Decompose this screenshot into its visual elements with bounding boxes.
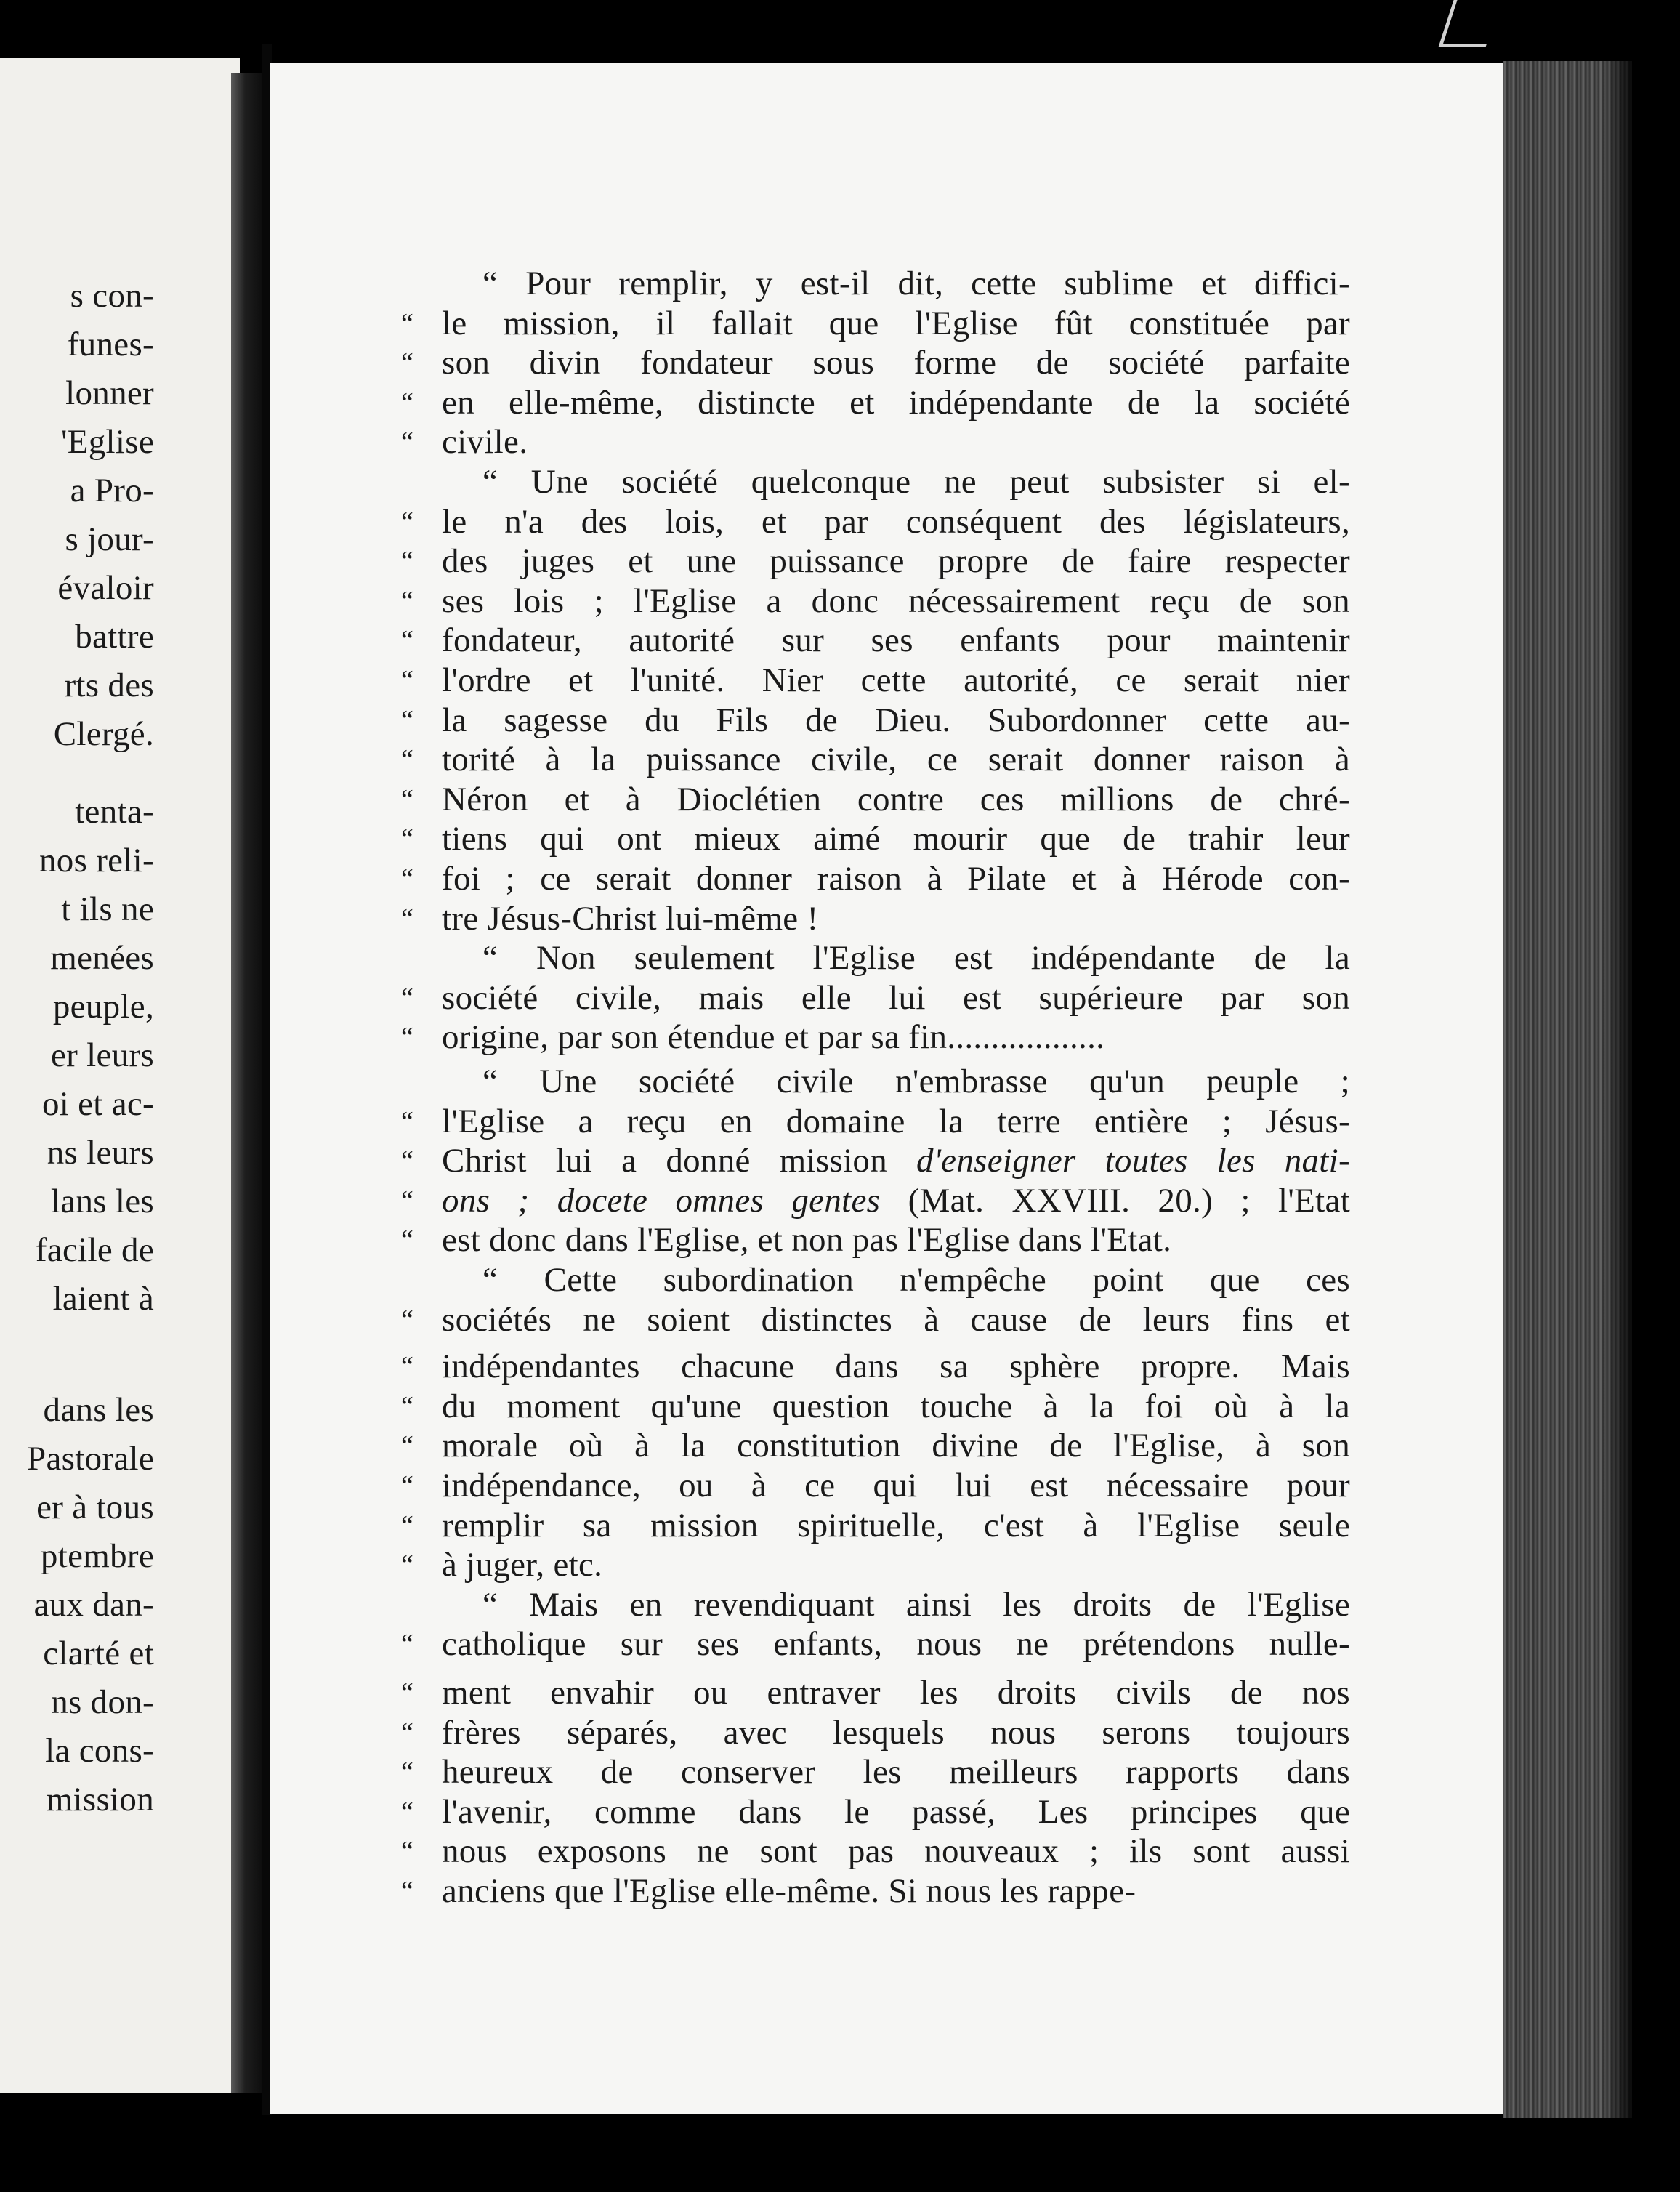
body-line: nous exposons ne sont pas nouveaux ; ils sont aussi bbox=[442, 1832, 1350, 1871]
body-line: ment envahir ou entraver les droits civils de nos bbox=[442, 1674, 1350, 1712]
continuation-quote-mark: “ bbox=[401, 1351, 413, 1382]
body-line: la sagesse du Fils de Dieu. Subordonner cette au- bbox=[442, 701, 1350, 739]
left-line: er à tous bbox=[36, 1488, 154, 1526]
left-line: funes- bbox=[67, 326, 154, 363]
left-line: a Pro- bbox=[70, 472, 154, 509]
continuation-quote-mark: “ bbox=[401, 744, 413, 775]
continuation-quote-mark: “ bbox=[401, 1470, 413, 1501]
italic-phrase: ons ; docete omnes gentes bbox=[442, 1181, 881, 1220]
body-line: l'Eglise a reçu en domaine la terre entière ; Jésus- bbox=[442, 1102, 1350, 1140]
body-line bbox=[442, 1182, 1350, 1220]
body-line: en elle-même, distincte et indépendante de la société bbox=[442, 383, 1350, 422]
body-line: indépendantes chacune dans sa sphère propre. Mais bbox=[442, 1347, 1350, 1386]
body-line bbox=[442, 1142, 1350, 1180]
continuation-quote-mark: “ bbox=[401, 1105, 413, 1137]
left-line: ptembre bbox=[40, 1537, 154, 1575]
left-line: laient à bbox=[52, 1280, 154, 1318]
continuation-quote-mark: “ bbox=[401, 546, 413, 577]
continuation-quote-mark: “ bbox=[401, 1225, 413, 1256]
body-line: tiens qui ont mieux aimé mourir que de trahir leur bbox=[442, 820, 1350, 858]
left-line: battre bbox=[75, 618, 154, 656]
left-line: ns leurs bbox=[47, 1134, 154, 1172]
body-line: morale où à la constitution divine de l'Eglise, à son bbox=[442, 1427, 1350, 1465]
continuation-quote-mark: “ bbox=[401, 1757, 413, 1788]
body-phrase: (Mat. XXVIII. 20.) ; l'Etat bbox=[908, 1181, 1350, 1220]
left-line: rts des bbox=[64, 666, 154, 704]
body-line: des juges et une puissance propre de faire respecter bbox=[442, 542, 1350, 581]
continuation-quote-mark: “ bbox=[401, 665, 413, 696]
body-line: civile. bbox=[442, 423, 528, 462]
body-line: le n'a des lois, et par conséquent des législateurs, bbox=[442, 502, 1350, 541]
left-line: s jour- bbox=[65, 520, 154, 558]
body-line: foi ; ce serait donner raison à Pilate et à Hérode con- bbox=[442, 860, 1350, 898]
body-line: le mission, il fallait que l'Eglise fût constituée par bbox=[442, 304, 1350, 342]
body-line: “ Pour remplir, y est-il dit, cette sublime et diffici- bbox=[482, 265, 1350, 302]
gutter-shadow bbox=[231, 73, 266, 2093]
continuation-quote-mark: “ bbox=[401, 347, 413, 379]
body-line: ses lois ; l'Eglise a donc nécessairement reçu de son bbox=[442, 581, 1350, 620]
body-line: “ Mais en revendiquant ainsi les droits de l'Eglise bbox=[482, 1585, 1350, 1624]
continuation-quote-mark: “ bbox=[401, 1677, 413, 1708]
continuation-quote-mark: “ bbox=[401, 1510, 413, 1541]
body-line: “ Une société civile n'embrasse qu'un peuple ; bbox=[482, 1063, 1350, 1100]
continuation-quote-mark: “ bbox=[401, 1629, 413, 1660]
continuation-quote-mark: “ bbox=[401, 307, 413, 339]
body-line: remplir sa mission spirituelle, c'est à l'Eglise seule bbox=[442, 1506, 1350, 1544]
body-line: l'avenir, comme dans le passé, Les principes que bbox=[442, 1792, 1350, 1831]
body-line: “ Non seulement l'Eglise est indépendante de la bbox=[482, 939, 1350, 978]
continuation-quote-mark: “ bbox=[401, 1185, 413, 1216]
body-line: torité à la puissance civile, ce serait donner raison à bbox=[442, 741, 1350, 779]
continuation-quote-mark: “ bbox=[401, 783, 413, 815]
body-line: “ Cette subordination n'empêche point que ces bbox=[482, 1261, 1350, 1299]
continuation-quote-mark: “ bbox=[401, 1145, 413, 1177]
margin-mark bbox=[1438, 0, 1501, 47]
continuation-quote-mark: “ bbox=[401, 704, 413, 736]
left-line: nos reli- bbox=[39, 842, 154, 879]
left-line: lans les bbox=[50, 1182, 154, 1220]
body-line: anciens que l'Eglise elle-même. Si nous les rappe- bbox=[442, 1872, 1136, 1910]
body-line: sociétés ne soient distinctes à cause de leurs fins et bbox=[442, 1300, 1350, 1339]
body-line: son divin fondateur sous forme de société parfaite bbox=[442, 344, 1350, 382]
left-line: clarté et bbox=[43, 1635, 154, 1672]
body-line: indépendance, ou à ce qui lui est nécessaire pour bbox=[442, 1467, 1350, 1504]
body-line: du moment qu'une question touche à la foi où à la bbox=[442, 1387, 1350, 1425]
continuation-quote-mark: “ bbox=[401, 585, 413, 616]
left-line: facile de bbox=[35, 1231, 154, 1269]
body-phrase: Christ lui a donné mission bbox=[442, 1142, 888, 1180]
left-line: dans les bbox=[43, 1391, 154, 1429]
continuation-quote-mark: “ bbox=[401, 1430, 413, 1462]
left-line: la cons- bbox=[45, 1732, 154, 1770]
left-line: Clergé. bbox=[53, 715, 154, 753]
italic-phrase: d'enseigner toutes les nati- bbox=[916, 1142, 1350, 1180]
continuation-quote-mark: “ bbox=[401, 506, 413, 537]
continuation-quote-mark: “ bbox=[401, 387, 413, 418]
left-line: oi et ac- bbox=[41, 1085, 154, 1123]
left-line: menées bbox=[50, 939, 154, 977]
continuation-quote-mark: “ bbox=[401, 1550, 413, 1581]
continuation-quote-mark: “ bbox=[401, 1022, 413, 1053]
left-line: évaloir bbox=[57, 569, 154, 607]
left-line: aux dan- bbox=[33, 1586, 154, 1624]
left-line: peuple, bbox=[52, 988, 154, 1026]
left-line: er leurs bbox=[50, 1036, 154, 1074]
left-line: s con- bbox=[70, 277, 154, 315]
left-line: Pastorale bbox=[27, 1440, 154, 1478]
body-line: origine, par son étendue et par sa fin.................. bbox=[442, 1018, 1105, 1057]
page-edges bbox=[1503, 61, 1632, 2118]
body-line: Néron et à Dioclétien contre ces millions de chré- bbox=[442, 780, 1350, 818]
continuation-quote-mark: “ bbox=[401, 625, 413, 656]
body-line: société civile, mais elle lui est supérieure par son bbox=[442, 978, 1350, 1017]
left-line: lonner bbox=[65, 374, 154, 412]
left-line: ns don- bbox=[51, 1683, 154, 1721]
left-line: mission bbox=[46, 1781, 154, 1818]
body-line: fondateur, autorité sur ses enfants pour maintenir bbox=[442, 621, 1350, 660]
continuation-quote-mark: “ bbox=[401, 1717, 413, 1748]
continuation-quote-mark: “ bbox=[401, 982, 413, 1013]
continuation-quote-mark: “ bbox=[401, 863, 413, 894]
continuation-quote-mark: “ bbox=[401, 1304, 413, 1335]
body-line: heureux de conserver les meilleurs rapports dans bbox=[442, 1753, 1350, 1792]
left-line: t ils ne bbox=[61, 890, 154, 928]
continuation-quote-mark: “ bbox=[401, 823, 413, 855]
continuation-quote-mark: “ bbox=[401, 1876, 413, 1906]
left-line: 'Eglise bbox=[60, 423, 154, 461]
body-line: tre Jésus-Christ lui-même ! bbox=[442, 899, 819, 938]
continuation-quote-mark: “ bbox=[401, 1796, 413, 1827]
body-line: catholique sur ses enfants, nous ne prétendons nulle- bbox=[442, 1625, 1350, 1664]
continuation-quote-mark: “ bbox=[401, 1390, 413, 1422]
body-line: à juger, etc. bbox=[442, 1546, 603, 1584]
left-line: tenta- bbox=[75, 793, 154, 831]
body-line: est donc dans l'Eglise, et non pas l'Eglise dans l'Etat. bbox=[442, 1221, 1172, 1260]
continuation-quote-mark: “ bbox=[401, 1836, 413, 1867]
body-line: l'ordre et l'unité. Nier cette autorité, ce serait nier bbox=[442, 661, 1350, 699]
body-line: frères séparés, avec lesquels nous serons toujours bbox=[442, 1713, 1350, 1752]
body-line: “ Une société quelconque ne peut subsister si el- bbox=[482, 463, 1350, 501]
continuation-quote-mark: “ bbox=[401, 903, 413, 934]
continuation-quote-mark: “ bbox=[401, 427, 413, 458]
